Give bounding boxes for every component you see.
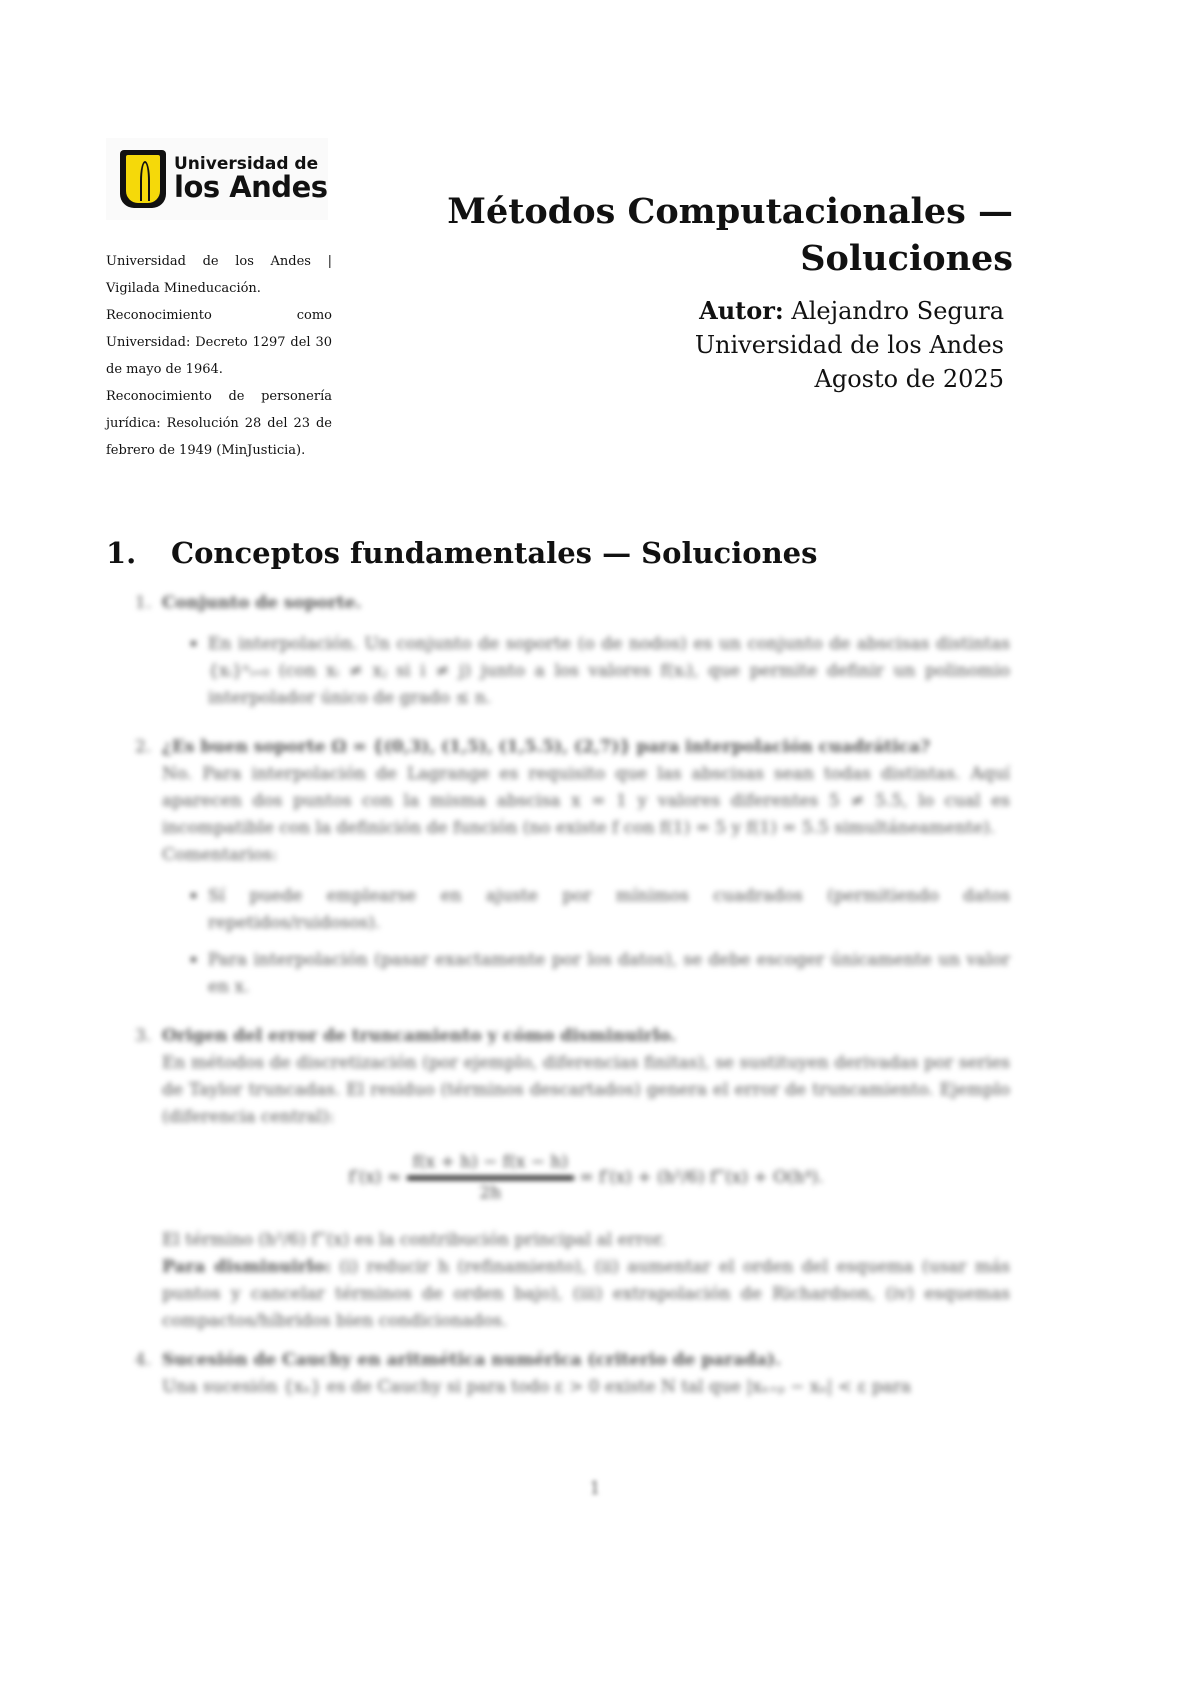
- item-title: Sucesión de Cauchy en aritmética numérica (criterio de parada).: [162, 1350, 781, 1370]
- item-text: El término (h²/6) f‴(x) es la contribución principal al error.: [162, 1230, 666, 1250]
- note-line: Reconocimiento como Universidad: Decreto 1297 del 30 de mayo de 1964.: [106, 308, 332, 377]
- university-logo: [106, 138, 328, 220]
- author-block: [695, 294, 1004, 396]
- section-number: 1.: [106, 536, 137, 570]
- logo-line2: los Andes: [174, 170, 328, 204]
- item-number: 3.: [135, 1026, 152, 1046]
- page-number: 1: [589, 1478, 601, 1499]
- title-line2: Soluciones: [800, 238, 1013, 279]
- section-heading: [106, 536, 817, 570]
- fix-label: Para disminuirlo:: [162, 1257, 331, 1277]
- item-number: 2.: [135, 737, 152, 757]
- logo-line1: Universidad de: [174, 154, 319, 174]
- equation: [162, 1149, 1010, 1207]
- author-name: Alejandro Segura: [791, 297, 1004, 325]
- eq-numerator: f(x + h) − f(x − h): [407, 1149, 574, 1180]
- comment-label: Comentarios:: [162, 845, 278, 865]
- item-number: 4.: [135, 1350, 152, 1370]
- list-item: [135, 1347, 1010, 1401]
- bullet-item: ▪ Sí puede emplearse en ajuste por mínimos cuadrados (permitiendo datos repetidos/ruidosos).: [208, 883, 1010, 937]
- section-title: Conceptos fundamentales — Soluciones: [171, 536, 818, 570]
- note-line: Reconocimiento de personería jurídica: Resolución 28 del 23 de febrero de 1949 (MinJusticia).: [106, 389, 332, 458]
- item-number: 1.: [135, 593, 152, 613]
- item-title: Conjunto de soporte.: [162, 593, 362, 613]
- shield-icon: [120, 150, 166, 208]
- list-item: [135, 734, 1010, 1011]
- list-item: [135, 590, 1010, 722]
- author-label: Autor:: [699, 296, 784, 325]
- item-text: En métodos de discretización (por ejemplo, diferencias finitas), se sustituyen derivadas por series de Taylor truncadas. El residuo (términos descartados) genera el error de truncamiento. Ejemplo (diferencia central):: [162, 1053, 1010, 1127]
- title-line1: Métodos Computacionales —: [447, 191, 1013, 232]
- bullet-item: ▪ Para interpolación (pasar exactamente por los datos), se debe escoger únicamente un valor en x.: [208, 947, 1010, 1001]
- list-item: [135, 1023, 1010, 1335]
- fix-text: (i) reducir h (refinamiento), (ii) aumentar el orden del esquema (usar más puntos y cancelar términos de orden bajo), (iii) extrapolación de Richardson, (iv) esquemas compactos/híbridos bien condicionados.: [162, 1257, 1010, 1331]
- item-text: No. Para interpolación de Lagrange es requisito que las abscisas sean todas distintas. Aquí aparecen dos puntos con la misma abscisa x = 1 y valores diferentes 5 ≠ 5.5, lo cual es incompatible con la definición de función (no existe f con f(1) = 5 y f(1) = 5.5 simultáneamente).: [162, 764, 1010, 838]
- institution-note: [106, 248, 332, 464]
- author-institution: Universidad de los Andes: [694, 331, 1004, 359]
- bullet-item: ▪ En interpolación. Un conjunto de soporte (o de nodos) es un conjunto de abscisas distintas {xᵢ}ⁿᵢ₌₀ (con xᵢ ≠ xⱼ si i ≠ j) junto a los valores f(xᵢ), que permite definir un polinomio interpolador único de grado ≤ n.: [208, 631, 1010, 712]
- eq-left: f′(x) ≈: [348, 1167, 402, 1188]
- eq-right: = f′(x) + (h²/6) f‴(x) + O(h⁴).: [579, 1167, 824, 1188]
- item-title: Origen del error de truncamiento y cómo disminuirlo.: [162, 1026, 677, 1046]
- eq-denominator: 2h: [479, 1183, 502, 1203]
- document-date: Agosto de 2025: [814, 365, 1004, 393]
- document-title: [447, 188, 1013, 282]
- item-text: Una sucesión {xₙ} es de Cauchy si para todo ε > 0 existe N tal que |xₙ₊ₚ − xₙ| < ε para: [162, 1377, 912, 1397]
- note-line: Universidad de los Andes | Vigilada Mineducación.: [106, 254, 332, 296]
- item-title: ¿Es buen soporte Ω = {(0,3), (1,5), (1,5.5), (2,7)} para interpolación cuadrática?: [162, 737, 930, 757]
- section-body: [135, 590, 1010, 1413]
